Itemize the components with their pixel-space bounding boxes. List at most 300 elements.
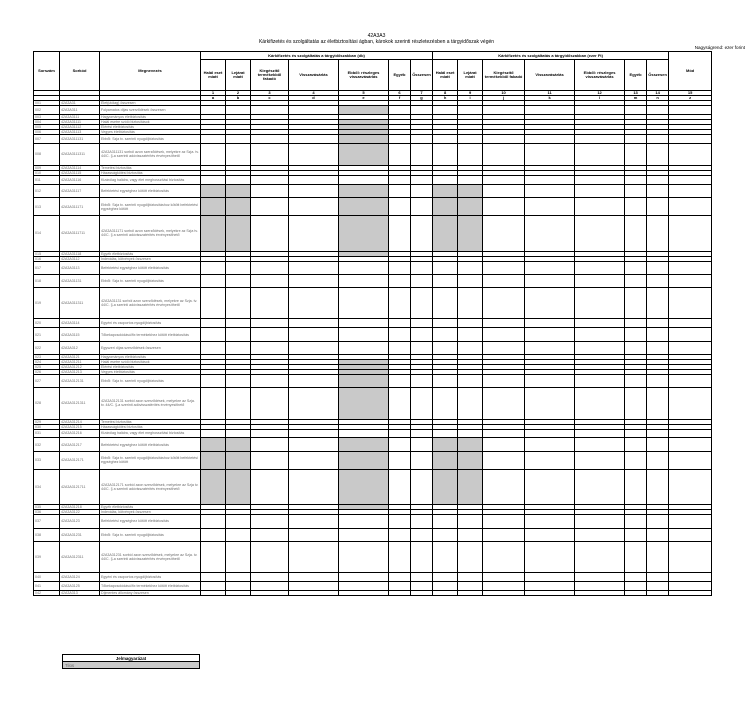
data-cell[interactable] xyxy=(625,590,647,595)
data-cell[interactable] xyxy=(669,275,712,288)
data-cell[interactable] xyxy=(226,143,251,165)
data-cell[interactable] xyxy=(201,341,226,354)
data-cell[interactable] xyxy=(201,288,226,319)
data-cell[interactable] xyxy=(226,581,251,590)
data-cell[interactable] xyxy=(289,106,339,115)
data-cell[interactable] xyxy=(433,541,458,572)
data-cell[interactable] xyxy=(483,541,525,572)
data-cell[interactable] xyxy=(201,375,226,388)
data-cell[interactable] xyxy=(411,388,433,419)
data-cell[interactable] xyxy=(625,198,647,216)
data-cell[interactable] xyxy=(483,134,525,143)
data-cell[interactable] xyxy=(433,134,458,143)
data-cell[interactable] xyxy=(647,375,669,388)
data-cell[interactable] xyxy=(575,438,625,451)
data-cell[interactable] xyxy=(339,261,389,274)
data-cell[interactable] xyxy=(339,341,389,354)
data-cell[interactable] xyxy=(647,573,669,582)
data-cell[interactable] xyxy=(625,515,647,528)
data-cell[interactable] xyxy=(339,590,389,595)
data-cell[interactable] xyxy=(669,106,712,115)
data-cell[interactable] xyxy=(411,590,433,595)
data-cell[interactable] xyxy=(525,288,575,319)
data-cell[interactable] xyxy=(575,375,625,388)
data-cell[interactable] xyxy=(389,581,411,590)
data-cell[interactable] xyxy=(575,515,625,528)
data-cell[interactable] xyxy=(625,216,647,252)
data-cell[interactable] xyxy=(411,528,433,541)
data-cell[interactable] xyxy=(201,275,226,288)
data-cell[interactable] xyxy=(389,106,411,115)
data-cell[interactable] xyxy=(201,134,226,143)
data-cell[interactable] xyxy=(669,590,712,595)
data-cell[interactable] xyxy=(411,216,433,252)
data-cell[interactable] xyxy=(625,541,647,572)
data-cell[interactable] xyxy=(289,515,339,528)
data-cell[interactable] xyxy=(339,429,389,438)
data-cell[interactable] xyxy=(289,528,339,541)
data-cell[interactable] xyxy=(289,429,339,438)
data-cell[interactable] xyxy=(226,319,251,328)
data-cell[interactable] xyxy=(339,581,389,590)
data-cell[interactable] xyxy=(226,288,251,319)
data-cell[interactable] xyxy=(483,143,525,165)
data-cell[interactable] xyxy=(458,275,483,288)
data-cell[interactable] xyxy=(251,528,289,541)
data-cell[interactable] xyxy=(289,216,339,252)
data-cell[interactable] xyxy=(458,328,483,341)
data-cell[interactable] xyxy=(625,176,647,185)
data-cell[interactable] xyxy=(669,375,712,388)
data-cell[interactable] xyxy=(389,573,411,582)
data-cell[interactable] xyxy=(339,319,389,328)
data-cell[interactable] xyxy=(201,388,226,419)
data-cell[interactable] xyxy=(483,573,525,582)
data-cell[interactable] xyxy=(433,429,458,438)
data-cell[interactable] xyxy=(625,106,647,115)
data-cell[interactable] xyxy=(458,528,483,541)
data-cell[interactable] xyxy=(411,469,433,505)
data-cell[interactable] xyxy=(251,581,289,590)
data-cell[interactable] xyxy=(483,288,525,319)
data-cell[interactable] xyxy=(575,541,625,572)
data-cell[interactable] xyxy=(339,573,389,582)
data-cell[interactable] xyxy=(483,469,525,505)
data-cell[interactable] xyxy=(625,275,647,288)
data-cell[interactable] xyxy=(389,451,411,469)
data-cell[interactable] xyxy=(389,261,411,274)
data-cell[interactable] xyxy=(575,328,625,341)
data-cell[interactable] xyxy=(525,176,575,185)
data-cell[interactable] xyxy=(458,581,483,590)
data-cell[interactable] xyxy=(251,134,289,143)
data-cell[interactable] xyxy=(669,134,712,143)
data-cell[interactable] xyxy=(251,375,289,388)
data-cell[interactable] xyxy=(525,134,575,143)
data-cell[interactable] xyxy=(411,184,433,197)
data-cell[interactable] xyxy=(625,451,647,469)
data-cell[interactable] xyxy=(483,429,525,438)
data-cell[interactable] xyxy=(251,176,289,185)
data-cell[interactable] xyxy=(483,319,525,328)
data-cell[interactable] xyxy=(389,184,411,197)
data-cell[interactable] xyxy=(525,388,575,419)
data-cell[interactable] xyxy=(669,176,712,185)
data-cell[interactable] xyxy=(289,143,339,165)
data-cell[interactable] xyxy=(411,198,433,216)
data-cell[interactable] xyxy=(433,176,458,185)
data-cell[interactable] xyxy=(433,261,458,274)
data-cell[interactable] xyxy=(433,581,458,590)
data-cell[interactable] xyxy=(251,106,289,115)
data-cell[interactable] xyxy=(411,134,433,143)
data-cell[interactable] xyxy=(483,528,525,541)
data-cell[interactable] xyxy=(433,341,458,354)
data-cell[interactable] xyxy=(525,528,575,541)
data-cell[interactable] xyxy=(289,375,339,388)
data-cell[interactable] xyxy=(389,176,411,185)
data-cell[interactable] xyxy=(226,341,251,354)
data-cell[interactable] xyxy=(289,573,339,582)
data-cell[interactable] xyxy=(411,106,433,115)
data-cell[interactable] xyxy=(625,341,647,354)
data-cell[interactable] xyxy=(625,288,647,319)
data-cell[interactable] xyxy=(389,469,411,505)
data-cell[interactable] xyxy=(525,184,575,197)
data-cell[interactable] xyxy=(251,438,289,451)
data-cell[interactable] xyxy=(625,469,647,505)
data-cell[interactable] xyxy=(525,319,575,328)
data-cell[interactable] xyxy=(389,143,411,165)
data-cell[interactable] xyxy=(411,438,433,451)
data-cell[interactable] xyxy=(669,429,712,438)
data-cell[interactable] xyxy=(647,438,669,451)
data-cell[interactable] xyxy=(647,581,669,590)
data-cell[interactable] xyxy=(575,451,625,469)
data-cell[interactable] xyxy=(669,581,712,590)
data-cell[interactable] xyxy=(483,438,525,451)
data-cell[interactable] xyxy=(226,515,251,528)
data-cell[interactable] xyxy=(483,581,525,590)
data-cell[interactable] xyxy=(389,288,411,319)
data-cell[interactable] xyxy=(525,581,575,590)
data-cell[interactable] xyxy=(483,451,525,469)
data-cell[interactable] xyxy=(647,288,669,319)
data-cell[interactable] xyxy=(251,469,289,505)
data-cell[interactable] xyxy=(525,573,575,582)
data-cell[interactable] xyxy=(389,319,411,328)
data-cell[interactable] xyxy=(525,469,575,505)
data-cell[interactable] xyxy=(483,375,525,388)
data-cell[interactable] xyxy=(251,541,289,572)
data-cell[interactable] xyxy=(339,275,389,288)
data-cell[interactable] xyxy=(647,319,669,328)
data-cell[interactable] xyxy=(226,106,251,115)
data-cell[interactable] xyxy=(525,198,575,216)
data-cell[interactable] xyxy=(433,573,458,582)
data-cell[interactable] xyxy=(483,261,525,274)
data-cell[interactable] xyxy=(389,528,411,541)
data-cell[interactable] xyxy=(525,143,575,165)
data-cell[interactable] xyxy=(669,451,712,469)
data-cell[interactable] xyxy=(289,590,339,595)
data-cell[interactable] xyxy=(669,438,712,451)
data-cell[interactable] xyxy=(411,143,433,165)
data-cell[interactable] xyxy=(525,375,575,388)
data-cell[interactable] xyxy=(625,438,647,451)
data-cell[interactable] xyxy=(647,106,669,115)
data-cell[interactable] xyxy=(575,528,625,541)
data-cell[interactable] xyxy=(669,573,712,582)
data-cell[interactable] xyxy=(669,198,712,216)
data-cell[interactable] xyxy=(458,143,483,165)
data-cell[interactable] xyxy=(625,319,647,328)
data-cell[interactable] xyxy=(525,216,575,252)
data-cell[interactable] xyxy=(525,328,575,341)
data-cell[interactable] xyxy=(458,176,483,185)
data-cell[interactable] xyxy=(458,288,483,319)
data-cell[interactable] xyxy=(251,288,289,319)
data-cell[interactable] xyxy=(483,176,525,185)
data-cell[interactable] xyxy=(433,375,458,388)
data-cell[interactable] xyxy=(458,429,483,438)
data-cell[interactable] xyxy=(525,261,575,274)
data-cell[interactable] xyxy=(411,261,433,274)
data-cell[interactable] xyxy=(647,341,669,354)
data-cell[interactable] xyxy=(411,275,433,288)
data-cell[interactable] xyxy=(575,341,625,354)
data-cell[interactable] xyxy=(525,429,575,438)
data-cell[interactable] xyxy=(647,451,669,469)
data-cell[interactable] xyxy=(669,469,712,505)
data-cell[interactable] xyxy=(226,261,251,274)
data-cell[interactable] xyxy=(647,528,669,541)
data-cell[interactable] xyxy=(575,469,625,505)
data-cell[interactable] xyxy=(433,515,458,528)
data-cell[interactable] xyxy=(289,319,339,328)
data-cell[interactable] xyxy=(433,319,458,328)
data-cell[interactable] xyxy=(669,328,712,341)
data-cell[interactable] xyxy=(575,143,625,165)
data-cell[interactable] xyxy=(411,319,433,328)
data-cell[interactable] xyxy=(339,528,389,541)
data-cell[interactable] xyxy=(289,176,339,185)
data-cell[interactable] xyxy=(389,216,411,252)
data-cell[interactable] xyxy=(647,176,669,185)
data-cell[interactable] xyxy=(625,184,647,197)
data-cell[interactable] xyxy=(201,319,226,328)
data-cell[interactable] xyxy=(625,375,647,388)
data-cell[interactable] xyxy=(411,328,433,341)
data-cell[interactable] xyxy=(411,573,433,582)
data-cell[interactable] xyxy=(201,515,226,528)
data-cell[interactable] xyxy=(289,275,339,288)
data-cell[interactable] xyxy=(389,515,411,528)
data-cell[interactable] xyxy=(251,451,289,469)
data-cell[interactable] xyxy=(389,198,411,216)
data-cell[interactable] xyxy=(669,184,712,197)
data-cell[interactable] xyxy=(458,541,483,572)
data-cell[interactable] xyxy=(201,106,226,115)
data-cell[interactable] xyxy=(339,541,389,572)
data-cell[interactable] xyxy=(669,143,712,165)
data-cell[interactable] xyxy=(251,590,289,595)
data-cell[interactable] xyxy=(647,429,669,438)
data-cell[interactable] xyxy=(647,541,669,572)
data-cell[interactable] xyxy=(575,581,625,590)
data-cell[interactable] xyxy=(226,176,251,185)
data-cell[interactable] xyxy=(289,469,339,505)
data-cell[interactable] xyxy=(669,288,712,319)
data-cell[interactable] xyxy=(669,319,712,328)
data-cell[interactable] xyxy=(411,515,433,528)
data-cell[interactable] xyxy=(525,438,575,451)
data-cell[interactable] xyxy=(251,388,289,419)
data-cell[interactable] xyxy=(525,590,575,595)
data-cell[interactable] xyxy=(669,216,712,252)
data-cell[interactable] xyxy=(647,184,669,197)
data-cell[interactable] xyxy=(647,143,669,165)
data-cell[interactable] xyxy=(458,261,483,274)
data-cell[interactable] xyxy=(625,573,647,582)
data-cell[interactable] xyxy=(433,106,458,115)
data-cell[interactable] xyxy=(201,261,226,274)
data-cell[interactable] xyxy=(458,341,483,354)
data-cell[interactable] xyxy=(669,388,712,419)
data-cell[interactable] xyxy=(251,216,289,252)
data-cell[interactable] xyxy=(289,541,339,572)
data-cell[interactable] xyxy=(201,581,226,590)
data-cell[interactable] xyxy=(226,134,251,143)
data-cell[interactable] xyxy=(483,198,525,216)
data-cell[interactable] xyxy=(458,573,483,582)
data-cell[interactable] xyxy=(625,261,647,274)
data-cell[interactable] xyxy=(201,528,226,541)
data-cell[interactable] xyxy=(483,590,525,595)
data-cell[interactable] xyxy=(411,451,433,469)
data-cell[interactable] xyxy=(575,106,625,115)
data-cell[interactable] xyxy=(226,541,251,572)
data-cell[interactable] xyxy=(575,590,625,595)
data-cell[interactable] xyxy=(226,388,251,419)
data-cell[interactable] xyxy=(411,429,433,438)
data-cell[interactable] xyxy=(251,515,289,528)
data-cell[interactable] xyxy=(226,573,251,582)
data-cell[interactable] xyxy=(289,134,339,143)
data-cell[interactable] xyxy=(433,143,458,165)
data-cell[interactable] xyxy=(575,216,625,252)
data-cell[interactable] xyxy=(575,388,625,419)
data-cell[interactable] xyxy=(226,375,251,388)
data-cell[interactable] xyxy=(339,288,389,319)
data-cell[interactable] xyxy=(226,528,251,541)
data-cell[interactable] xyxy=(433,388,458,419)
data-cell[interactable] xyxy=(226,275,251,288)
data-cell[interactable] xyxy=(647,134,669,143)
data-cell[interactable] xyxy=(458,134,483,143)
data-cell[interactable] xyxy=(389,541,411,572)
data-cell[interactable] xyxy=(389,375,411,388)
data-cell[interactable] xyxy=(289,198,339,216)
data-cell[interactable] xyxy=(483,328,525,341)
data-cell[interactable] xyxy=(647,590,669,595)
data-cell[interactable] xyxy=(201,429,226,438)
data-cell[interactable] xyxy=(226,429,251,438)
data-cell[interactable] xyxy=(251,261,289,274)
data-cell[interactable] xyxy=(525,515,575,528)
data-cell[interactable] xyxy=(339,515,389,528)
data-cell[interactable] xyxy=(669,528,712,541)
data-cell[interactable] xyxy=(483,515,525,528)
data-cell[interactable] xyxy=(389,328,411,341)
data-cell[interactable] xyxy=(575,198,625,216)
data-cell[interactable] xyxy=(458,106,483,115)
data-cell[interactable] xyxy=(669,541,712,572)
data-cell[interactable] xyxy=(201,328,226,341)
data-cell[interactable] xyxy=(483,184,525,197)
data-cell[interactable] xyxy=(575,429,625,438)
data-cell[interactable] xyxy=(647,328,669,341)
data-cell[interactable] xyxy=(625,581,647,590)
data-cell[interactable] xyxy=(483,216,525,252)
data-cell[interactable] xyxy=(411,341,433,354)
data-cell[interactable] xyxy=(411,581,433,590)
data-cell[interactable] xyxy=(226,328,251,341)
data-cell[interactable] xyxy=(525,451,575,469)
data-cell[interactable] xyxy=(226,590,251,595)
data-cell[interactable] xyxy=(647,275,669,288)
data-cell[interactable] xyxy=(575,319,625,328)
data-cell[interactable] xyxy=(251,573,289,582)
data-cell[interactable] xyxy=(289,388,339,419)
data-cell[interactable] xyxy=(575,184,625,197)
data-cell[interactable] xyxy=(647,515,669,528)
data-cell[interactable] xyxy=(458,388,483,419)
data-cell[interactable] xyxy=(201,573,226,582)
data-cell[interactable] xyxy=(389,388,411,419)
data-cell[interactable] xyxy=(251,319,289,328)
data-cell[interactable] xyxy=(433,288,458,319)
data-cell[interactable] xyxy=(625,429,647,438)
data-cell[interactable] xyxy=(625,143,647,165)
data-cell[interactable] xyxy=(411,176,433,185)
data-cell[interactable] xyxy=(647,198,669,216)
data-cell[interactable] xyxy=(389,438,411,451)
data-cell[interactable] xyxy=(483,275,525,288)
data-cell[interactable] xyxy=(389,275,411,288)
data-cell[interactable] xyxy=(251,198,289,216)
data-cell[interactable] xyxy=(411,541,433,572)
data-cell[interactable] xyxy=(251,328,289,341)
data-cell[interactable] xyxy=(289,288,339,319)
data-cell[interactable] xyxy=(201,143,226,165)
data-cell[interactable] xyxy=(575,176,625,185)
data-cell[interactable] xyxy=(575,288,625,319)
data-cell[interactable] xyxy=(389,134,411,143)
data-cell[interactable] xyxy=(411,375,433,388)
data-cell[interactable] xyxy=(339,328,389,341)
data-cell[interactable] xyxy=(647,216,669,252)
data-cell[interactable] xyxy=(525,341,575,354)
data-cell[interactable] xyxy=(411,288,433,319)
data-cell[interactable] xyxy=(575,261,625,274)
data-cell[interactable] xyxy=(575,134,625,143)
data-cell[interactable] xyxy=(525,541,575,572)
data-cell[interactable] xyxy=(389,429,411,438)
data-cell[interactable] xyxy=(289,328,339,341)
data-cell[interactable] xyxy=(289,261,339,274)
data-cell[interactable] xyxy=(483,388,525,419)
